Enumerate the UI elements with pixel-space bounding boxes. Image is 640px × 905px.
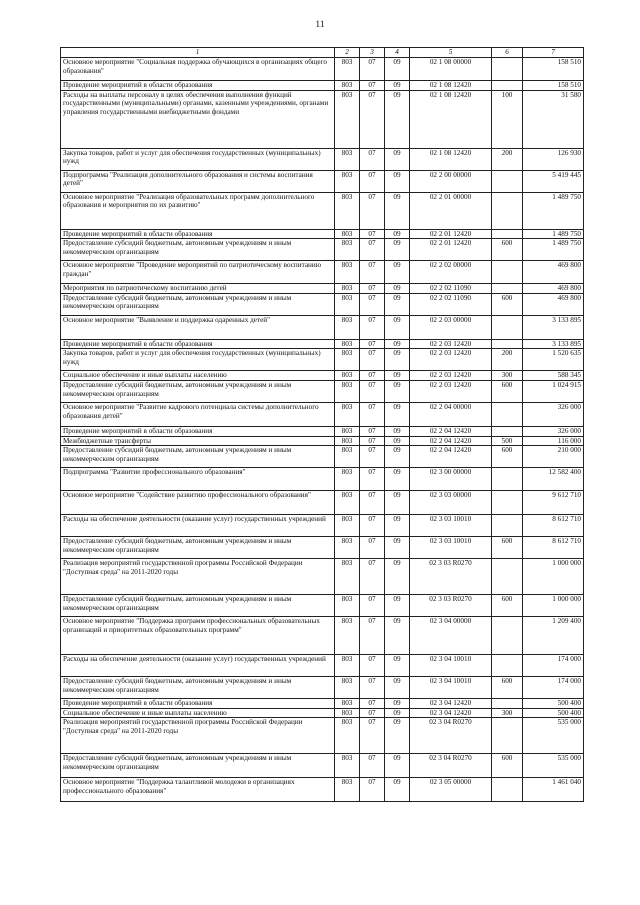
cell-amount: 174 000: [523, 655, 584, 677]
cell-expense-type: [492, 426, 523, 436]
cell-amount: 158 510: [523, 58, 584, 81]
cell-target-article: 02 3 04 R0270: [410, 754, 492, 778]
cell-section: 07: [360, 239, 385, 261]
cell-amount: 500 400: [523, 699, 584, 709]
cell-subsection: 09: [385, 677, 410, 699]
cell-name: Проведение мероприятий в области образования: [61, 81, 335, 91]
cell-name: Предоставление субсидий бюджетным, автономным учреждениям и иным некоммерческим организациям: [61, 677, 335, 699]
cell-subsection: 09: [385, 699, 410, 709]
cell-expense-type: 600: [492, 293, 523, 315]
cell-subsection: 09: [385, 778, 410, 802]
cell-amount: 1 489 750: [523, 239, 584, 261]
cell-subsection: 09: [385, 284, 410, 294]
cell-expense-type: [492, 468, 523, 491]
cell-grbs: 803: [335, 436, 360, 446]
cell-expense-type: 200: [492, 349, 523, 371]
cell-name: Предоставление субсидий бюджетным, автономным учреждениям и иным некоммерческим организациям: [61, 380, 335, 402]
cell-amount: 8 612 710: [523, 515, 584, 537]
table-row: [61, 81, 584, 91]
cell-section: 07: [360, 559, 385, 595]
cell-amount: 1 000 000: [523, 559, 584, 595]
table-row: [61, 655, 584, 677]
cell-section: 07: [360, 371, 385, 381]
cell-expense-type: [492, 491, 523, 515]
table-row: [61, 617, 584, 655]
cell-target-article: 02 2 04 12420: [410, 426, 492, 436]
table-row: [61, 339, 584, 349]
cell-amount: 500 400: [523, 708, 584, 718]
header-cell-expense-type: 6: [492, 48, 523, 58]
table-row: [61, 293, 584, 315]
cell-expense-type: [492, 284, 523, 294]
cell-amount: 1 489 750: [523, 229, 584, 239]
cell-grbs: 803: [335, 90, 360, 148]
cell-subsection: 09: [385, 617, 410, 655]
cell-subsection: 09: [385, 491, 410, 515]
cell-section: 07: [360, 315, 385, 339]
cell-target-article: 02 2 04 00000: [410, 402, 492, 426]
cell-section: 07: [360, 148, 385, 170]
cell-grbs: 803: [335, 778, 360, 802]
cell-target-article: 02 2 03 12420: [410, 339, 492, 349]
cell-name: Проведение мероприятий в области образования: [61, 339, 335, 349]
cell-grbs: 803: [335, 349, 360, 371]
cell-grbs: 803: [335, 293, 360, 315]
cell-grbs: 803: [335, 491, 360, 515]
cell-amount: 174 000: [523, 677, 584, 699]
cell-section: 07: [360, 229, 385, 239]
table-row: [61, 239, 584, 261]
cell-name: Социальное обеспечение и иные выплаты населению: [61, 371, 335, 381]
cell-amount: 469 800: [523, 284, 584, 294]
cell-amount: 126 930: [523, 148, 584, 170]
cell-subsection: 09: [385, 655, 410, 677]
cell-subsection: 09: [385, 229, 410, 239]
table-row: [61, 90, 584, 148]
cell-name: Предоставление субсидий бюджетным, автономным учреждениям и иным некоммерческим организациям: [61, 239, 335, 261]
cell-expense-type: [492, 315, 523, 339]
table-row: [61, 699, 584, 709]
cell-grbs: 803: [335, 718, 360, 754]
cell-name: Закупка товаров, работ и услуг для обеспечения государственных (муниципальных) нужд: [61, 349, 335, 371]
cell-amount: 588 345: [523, 371, 584, 381]
cell-amount: 535 000: [523, 718, 584, 754]
cell-target-article: 02 2 03 00000: [410, 315, 492, 339]
cell-section: 07: [360, 515, 385, 537]
table-row: [61, 468, 584, 491]
cell-target-article: 02 3 03 R0270: [410, 559, 492, 595]
cell-expense-type: 600: [492, 537, 523, 559]
table-row: [61, 559, 584, 595]
cell-expense-type: 500: [492, 436, 523, 446]
cell-amount: 116 000: [523, 436, 584, 446]
cell-section: 07: [360, 436, 385, 446]
cell-target-article: 02 3 03 10010: [410, 537, 492, 559]
cell-grbs: 803: [335, 754, 360, 778]
cell-amount: 326 000: [523, 402, 584, 426]
cell-subsection: 09: [385, 515, 410, 537]
cell-subsection: 09: [385, 754, 410, 778]
cell-subsection: 09: [385, 81, 410, 91]
cell-section: 07: [360, 192, 385, 229]
cell-name: Основное мероприятие "Социальная поддержка обучающихся в организациях общего образования": [61, 58, 335, 81]
cell-grbs: 803: [335, 315, 360, 339]
cell-name: Предоставление субсидий бюджетным, автономным учреждениям и иным некоммерческим организациям: [61, 754, 335, 778]
cell-name: Подпрограмма "Реализация дополнительного образования и системы воспитания детей": [61, 170, 335, 192]
cell-amount: 1 489 750: [523, 192, 584, 229]
cell-name: Основное мероприятие "Развитие кадрового потенциала системы дополнительного образования детей": [61, 402, 335, 426]
header-cell-target-article: 5: [410, 48, 492, 58]
cell-section: 07: [360, 595, 385, 617]
cell-expense-type: [492, 778, 523, 802]
cell-expense-type: [492, 718, 523, 754]
table-row: [61, 284, 584, 294]
cell-section: 07: [360, 426, 385, 436]
cell-expense-type: 600: [492, 446, 523, 468]
cell-amount: 535 000: [523, 754, 584, 778]
cell-expense-type: [492, 617, 523, 655]
cell-section: 07: [360, 261, 385, 284]
cell-section: 07: [360, 170, 385, 192]
cell-target-article: 02 2 01 00000: [410, 192, 492, 229]
cell-amount: 1 000 000: [523, 595, 584, 617]
cell-grbs: 803: [335, 192, 360, 229]
cell-expense-type: 600: [492, 239, 523, 261]
cell-name: Расходы на выплаты персоналу в целях обеспечения выполнения функций государственными (муниципальными) органами, казенными учреждениями, органами управления государственными внебюджетными фондами: [61, 90, 335, 148]
cell-name: Основное мероприятие "Выявление и поддержка одаренных детей": [61, 315, 335, 339]
cell-subsection: 09: [385, 537, 410, 559]
cell-subsection: 09: [385, 293, 410, 315]
cell-section: 07: [360, 468, 385, 491]
cell-subsection: 09: [385, 380, 410, 402]
table-row: [61, 349, 584, 371]
cell-name: Реализация мероприятий государственной программы Российской Федерации "Доступная среда" на 2011-2020 годы: [61, 559, 335, 595]
cell-target-article: 02 2 00 00000: [410, 170, 492, 192]
cell-expense-type: 300: [492, 371, 523, 381]
cell-expense-type: 600: [492, 380, 523, 402]
cell-section: 07: [360, 754, 385, 778]
cell-amount: 469 800: [523, 261, 584, 284]
cell-name: Расходы на обеспечение деятельности (оказание услуг) государственных учреждений: [61, 655, 335, 677]
cell-amount: 1 461 040: [523, 778, 584, 802]
cell-section: 07: [360, 293, 385, 315]
cell-section: 07: [360, 58, 385, 81]
cell-subsection: 09: [385, 595, 410, 617]
cell-name: Основное мероприятие "Проведение мероприятий по патриотическому воспитанию граждан": [61, 261, 335, 284]
table-row: [61, 677, 584, 699]
cell-subsection: 09: [385, 371, 410, 381]
cell-amount: 3 133 895: [523, 339, 584, 349]
cell-subsection: 09: [385, 58, 410, 81]
cell-section: 07: [360, 617, 385, 655]
cell-expense-type: [492, 170, 523, 192]
cell-name: Мероприятия по патриотическому воспитанию детей: [61, 284, 335, 294]
cell-grbs: 803: [335, 371, 360, 381]
cell-name: Проведение мероприятий в области образования: [61, 426, 335, 436]
cell-section: 07: [360, 339, 385, 349]
cell-grbs: 803: [335, 284, 360, 294]
cell-name: Основное мероприятие "Содействие развитию профессионального образования": [61, 491, 335, 515]
cell-expense-type: 600: [492, 595, 523, 617]
cell-subsection: 09: [385, 559, 410, 595]
cell-section: 07: [360, 81, 385, 91]
cell-expense-type: [492, 699, 523, 709]
cell-amount: 158 510: [523, 81, 584, 91]
cell-section: 07: [360, 537, 385, 559]
header-cell-amount: 7: [523, 48, 584, 58]
cell-target-article: 02 3 04 10010: [410, 677, 492, 699]
cell-grbs: 803: [335, 229, 360, 239]
cell-target-article: 02 3 00 00000: [410, 468, 492, 491]
cell-target-article: 02 1 08 12420: [410, 81, 492, 91]
cell-subsection: 09: [385, 718, 410, 754]
cell-grbs: 803: [335, 426, 360, 436]
cell-target-article: 02 3 03 R0270: [410, 595, 492, 617]
cell-grbs: 803: [335, 339, 360, 349]
cell-subsection: 09: [385, 708, 410, 718]
cell-name: Основное мероприятие "Реализация образовательных программ дополнительного образования и мероприятия по их развитию": [61, 192, 335, 229]
cell-target-article: 02 1 08 12420: [410, 90, 492, 148]
cell-target-article: 02 2 02 00000: [410, 261, 492, 284]
table-row: [61, 402, 584, 426]
cell-name: Предоставление субсидий бюджетным, автономным учреждениям и иным некоммерческим организациям: [61, 595, 335, 617]
cell-target-article: 02 3 04 12420: [410, 708, 492, 718]
cell-section: 07: [360, 491, 385, 515]
cell-target-article: 02 2 04 12420: [410, 436, 492, 446]
cell-amount: 9 612 710: [523, 491, 584, 515]
cell-amount: 1 520 635: [523, 349, 584, 371]
cell-grbs: 803: [335, 148, 360, 170]
table-row: [61, 537, 584, 559]
cell-expense-type: 600: [492, 677, 523, 699]
cell-subsection: 09: [385, 349, 410, 371]
table-row: [61, 229, 584, 239]
cell-section: 07: [360, 90, 385, 148]
table-row: [61, 446, 584, 468]
cell-target-article: 02 1 08 12420: [410, 148, 492, 170]
cell-expense-type: [492, 339, 523, 349]
cell-target-article: 02 2 02 11090: [410, 284, 492, 294]
cell-target-article: 02 3 04 12420: [410, 699, 492, 709]
cell-section: 07: [360, 718, 385, 754]
cell-subsection: 09: [385, 170, 410, 192]
cell-name: Закупка товаров, работ и услуг для обеспечения государственных (муниципальных) нужд: [61, 148, 335, 170]
header-cell-name: 1: [61, 48, 335, 58]
table-row: [61, 315, 584, 339]
cell-section: 07: [360, 699, 385, 709]
cell-grbs: 803: [335, 170, 360, 192]
header-cell-subsection: 4: [385, 48, 410, 58]
cell-subsection: 09: [385, 339, 410, 349]
cell-target-article: 02 3 05 00000: [410, 778, 492, 802]
table-row: [61, 192, 584, 229]
cell-grbs: 803: [335, 595, 360, 617]
cell-subsection: 09: [385, 436, 410, 446]
cell-grbs: 803: [335, 446, 360, 468]
cell-target-article: 02 2 04 12420: [410, 446, 492, 468]
cell-expense-type: [492, 192, 523, 229]
cell-subsection: 09: [385, 446, 410, 468]
cell-grbs: 803: [335, 677, 360, 699]
cell-target-article: 02 2 03 12420: [410, 380, 492, 402]
table-row: [61, 708, 584, 718]
page-number: 11: [315, 20, 325, 30]
cell-section: 07: [360, 380, 385, 402]
cell-grbs: 803: [335, 261, 360, 284]
table-row: [61, 261, 584, 284]
cell-name: Подпрограмма "Развитие профессионального образования": [61, 468, 335, 491]
cell-name: Проведение мероприятий в области образования: [61, 699, 335, 709]
table-row: [61, 426, 584, 436]
cell-target-article: 02 2 01 12420: [410, 229, 492, 239]
cell-section: 07: [360, 284, 385, 294]
cell-amount: 31 580: [523, 90, 584, 148]
table-row: [61, 436, 584, 446]
table-header-row: [61, 48, 584, 58]
cell-grbs: 803: [335, 380, 360, 402]
table-row: [61, 491, 584, 515]
cell-subsection: 09: [385, 426, 410, 436]
cell-name: Проведение мероприятий в области образования: [61, 229, 335, 239]
table-row: [61, 371, 584, 381]
cell-grbs: 803: [335, 617, 360, 655]
cell-name: Расходы на обеспечение деятельности (оказание услуг) государственных учреждений: [61, 515, 335, 537]
cell-name: Реализация мероприятий государственной программы Российской Федерации "Доступная среда" на 2011-2020 годы: [61, 718, 335, 754]
cell-expense-type: [492, 229, 523, 239]
cell-grbs: 803: [335, 402, 360, 426]
cell-name: Межбюджетные трансферты: [61, 436, 335, 446]
cell-grbs: 803: [335, 655, 360, 677]
table-row: [61, 170, 584, 192]
cell-target-article: 02 3 04 10010: [410, 655, 492, 677]
cell-grbs: 803: [335, 468, 360, 491]
cell-subsection: 09: [385, 239, 410, 261]
budget-table: [60, 47, 584, 802]
cell-amount: 3 133 895: [523, 315, 584, 339]
cell-expense-type: 200: [492, 148, 523, 170]
cell-name: Предоставление субсидий бюджетным, автономным учреждениям и иным некоммерческим организациям: [61, 446, 335, 468]
cell-grbs: 803: [335, 81, 360, 91]
cell-grbs: 803: [335, 239, 360, 261]
table-row: [61, 58, 584, 81]
cell-expense-type: 100: [492, 90, 523, 148]
header-cell-section: 3: [360, 48, 385, 58]
cell-grbs: 803: [335, 537, 360, 559]
cell-expense-type: 600: [492, 754, 523, 778]
cell-amount: 8 612 710: [523, 537, 584, 559]
cell-expense-type: [492, 402, 523, 426]
cell-expense-type: [492, 261, 523, 284]
cell-section: 07: [360, 778, 385, 802]
table-row: [61, 595, 584, 617]
cell-amount: 12 582 400: [523, 468, 584, 491]
cell-section: 07: [360, 677, 385, 699]
cell-target-article: 02 2 02 11090: [410, 293, 492, 315]
cell-target-article: 02 2 01 12420: [410, 239, 492, 261]
cell-name: Основное мероприятие "Поддержка программ профессиональных образовательных организаций и приоритетных образовательных программ": [61, 617, 335, 655]
cell-grbs: 803: [335, 58, 360, 81]
cell-target-article: 02 2 03 12420: [410, 349, 492, 371]
cell-target-article: 02 3 03 10010: [410, 515, 492, 537]
cell-amount: 1 024 915: [523, 380, 584, 402]
cell-expense-type: [492, 58, 523, 81]
cell-grbs: 803: [335, 708, 360, 718]
cell-subsection: 09: [385, 90, 410, 148]
cell-target-article: 02 3 03 00000: [410, 491, 492, 515]
cell-target-article: 02 3 04 00000: [410, 617, 492, 655]
cell-expense-type: 300: [492, 708, 523, 718]
table-row: [61, 380, 584, 402]
table-row: [61, 718, 584, 754]
cell-name: Основное мероприятие "Поддержка талантливой молодежи в организациях профессионального образования": [61, 778, 335, 802]
cell-name: Предоставление субсидий бюджетным, автономным учреждениям и иным некоммерческим организациям: [61, 537, 335, 559]
cell-section: 07: [360, 446, 385, 468]
cell-expense-type: [492, 559, 523, 595]
table-row: [61, 778, 584, 802]
cell-expense-type: [492, 81, 523, 91]
cell-expense-type: [492, 655, 523, 677]
cell-section: 07: [360, 349, 385, 371]
cell-subsection: 09: [385, 402, 410, 426]
cell-amount: 210 000: [523, 446, 584, 468]
cell-grbs: 803: [335, 699, 360, 709]
cell-expense-type: [492, 515, 523, 537]
cell-subsection: 09: [385, 468, 410, 491]
table-row: [61, 515, 584, 537]
cell-amount: 326 000: [523, 426, 584, 436]
cell-section: 07: [360, 402, 385, 426]
cell-target-article: 02 1 08 00000: [410, 58, 492, 81]
header-cell-grbs: 2: [335, 48, 360, 58]
cell-amount: 1 209 400: [523, 617, 584, 655]
cell-grbs: 803: [335, 515, 360, 537]
cell-section: 07: [360, 655, 385, 677]
cell-target-article: 02 3 04 R0270: [410, 718, 492, 754]
cell-name: Предоставление субсидий бюджетным, автономным учреждениям и иным некоммерческим организациям: [61, 293, 335, 315]
cell-subsection: 09: [385, 261, 410, 284]
cell-amount: 469 800: [523, 293, 584, 315]
table-row: [61, 754, 584, 778]
cell-subsection: 09: [385, 148, 410, 170]
cell-subsection: 09: [385, 192, 410, 229]
table-row: [61, 148, 584, 170]
cell-amount: 5 419 445: [523, 170, 584, 192]
cell-subsection: 09: [385, 315, 410, 339]
cell-section: 07: [360, 708, 385, 718]
cell-grbs: 803: [335, 559, 360, 595]
cell-name: Социальное обеспечение и иные выплаты населению: [61, 708, 335, 718]
cell-target-article: 02 2 03 12420: [410, 371, 492, 381]
